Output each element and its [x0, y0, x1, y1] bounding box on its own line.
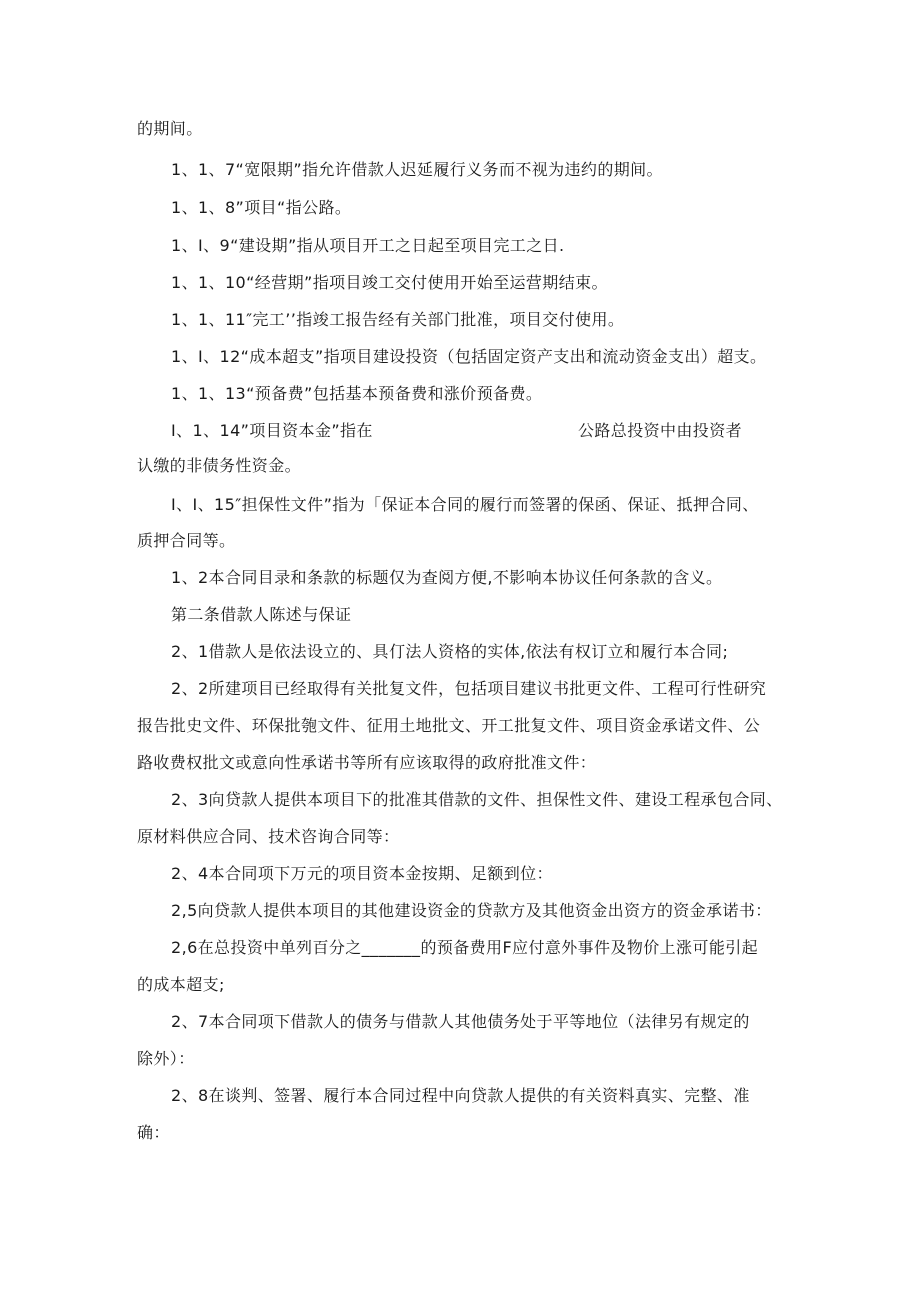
clause-1-1-8: 1、1、8”项目“指公路。 — [171, 198, 352, 217]
clause-1-1-10: 1、1、10“经营期”指项目竣工交付使用开始至运营期结束。 — [171, 273, 608, 292]
text-line: 认缴的非债务性资金。 — [137, 456, 302, 475]
clause-1-2: 1、2本合同目录和条款的标题仅为查阅方便,不影响本协议任何条款的含义。 — [171, 568, 723, 587]
clause-2-5: 2,5向贷款人提供本项目的其他建设资金的贷款方及其他资金出资方的资金承诺书： — [171, 901, 772, 920]
text-line: 原材料供应合同、技术咨询合同等： — [137, 827, 400, 846]
clause-2-1: 2、1借款人是依法设立的、具仃法人资格的实体,依法有权订立和履行本合同; — [171, 642, 729, 661]
clause-1-1-13: 1、1、13“预备费”包括基本预备费和涨价预备费。 — [171, 384, 543, 403]
text-line: 的成本超支; — [137, 975, 225, 994]
clause-2-3: 2、3向贷款人提供本项目下的批准其借款的文件、担保性文件、建设工程承包合同、 — [171, 790, 783, 809]
clause-2-2: 2、2所建项目已经取得有关批复文件，包括项目建议书批更文件、工程可行性研究 — [171, 679, 767, 698]
clause-2-6: 2,6在总投资中单列百分之_______的预备费用F应付意外事件及物价上涨可能引起 — [171, 938, 759, 957]
clause-1-1-7: 1、1、7“宽限期”指允许借款人迟延履行义务而不视为违约的期间。 — [171, 160, 663, 179]
clause-2-4: 2、4本合同项下万元的项目资本金按期、足额到位： — [171, 864, 553, 883]
clause-1-1-14: I、1、14”项目资本金”指在 — [171, 421, 373, 440]
clause-1-1-14-continued: 公路总投资中由投资者 — [578, 421, 743, 440]
text-line: 报告批史文件、环保批匏文件、征用土地批文、开工批复文件、项目资金承诺文件、公 — [137, 716, 761, 735]
clause-1-1-9: 1、I、9“建设期”指从项目开工之日起至项目完工之日. — [171, 236, 565, 255]
clause-2-7: 2、7本合同项下借款人的债务与借款人其他债务处于平等地位（法律另有规定的 — [171, 1012, 750, 1031]
clause-1-1-15: I、I、15″担保性文件”指为「保证本合同的履行而签署的保函、保证、抵押合同、 — [171, 495, 759, 514]
text-line: 路收费权批文或意向性承诺书等所有应该取得的政府批准文件： — [137, 753, 597, 772]
clause-1-1-12: 1、I、12“成本超支”指项目建设投资（包括固定资产支出和流动资金支出）超支。 — [171, 347, 767, 366]
text-line: 的期间。 — [137, 119, 203, 138]
text-line: 确： — [137, 1123, 170, 1142]
clause-1-1-11: 1、1、11″完工’’指竣工报告经有关部门批准，项目交付使用。 — [171, 310, 625, 329]
text-line: 除外）： — [137, 1049, 195, 1068]
section-heading: 第二条借款人陈述与保证 — [171, 605, 352, 624]
clause-2-8: 2、8在谈判、签署、履行本合同过程中向贷款人提供的有关资料真实、完整、准 — [171, 1086, 750, 1105]
text-line: 质押合同等。 — [137, 531, 236, 550]
